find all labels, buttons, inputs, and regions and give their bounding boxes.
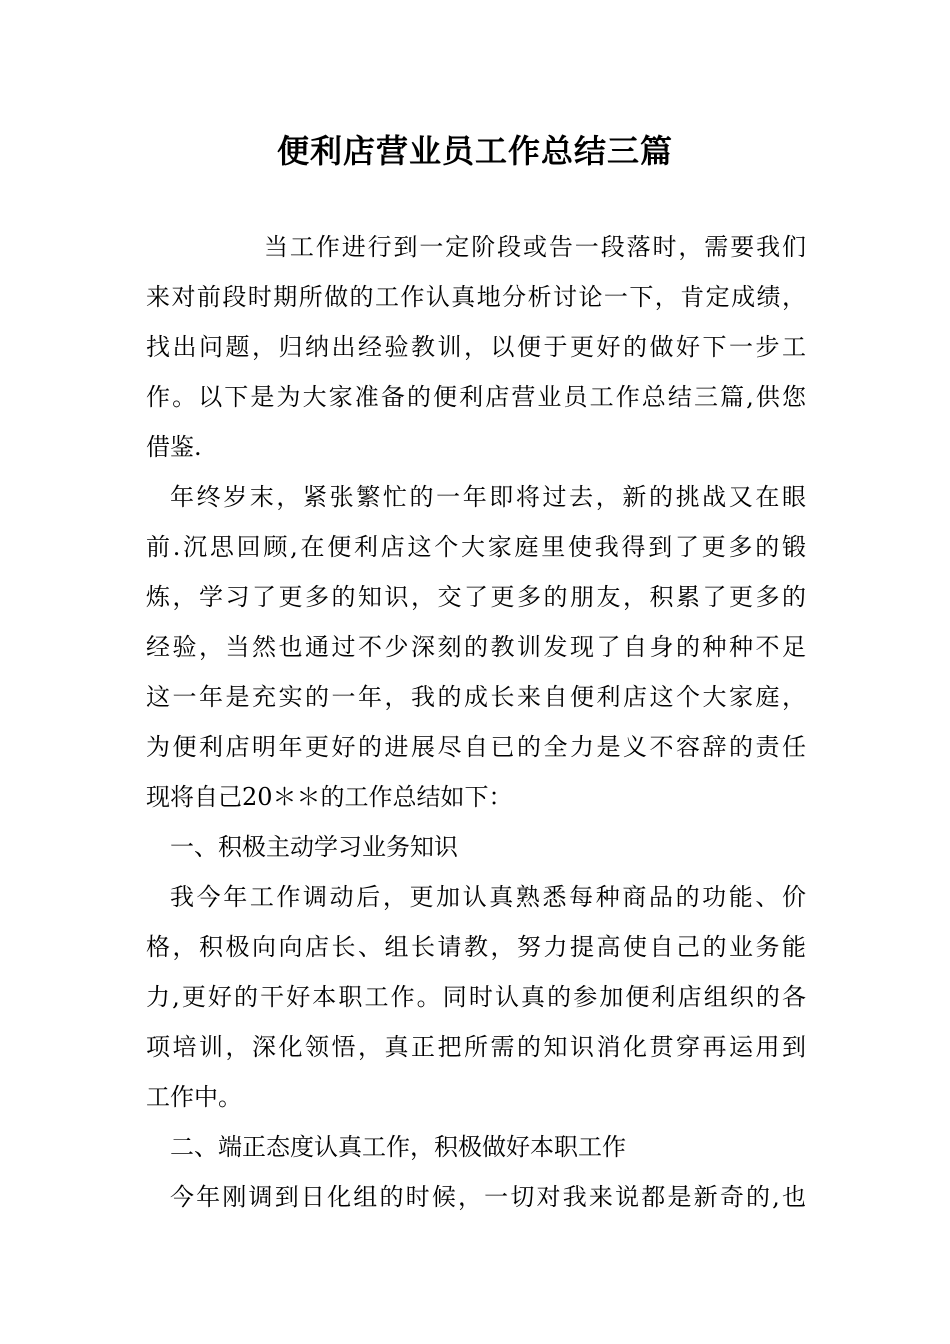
body-line: 借鉴. [146, 433, 202, 461]
body-line: 这一年是充实的一年，我的成长来自便利店这个大家庭， [146, 683, 806, 711]
document-title: 便利店营业员工作总结三篇 [276, 132, 673, 170]
body-line: 炼，学习了更多的知识，交了更多的朋友，积累了更多的 [146, 583, 806, 611]
body-line: 年终岁末，紧张繁忙的一年即将过去，新的挑战又在眼 [170, 483, 806, 511]
body-line: 项培训，深化领悟，真正把所需的知识消化贯穿再运用到 [146, 1033, 806, 1061]
body-line: 我今年工作调动后，更加认真熟悉每种商品的功能、价 [170, 883, 806, 911]
body-line: 今年刚调到日化组的时候，一切对我来说都是新奇的,也 [170, 1183, 806, 1211]
body-line: 前.沉思回顾,在便利店这个大家庭里使我得到了更多的锻 [146, 533, 806, 561]
body-line: 为便利店明年更好的进展尽自已的全力是义不容辞的责任 [146, 733, 806, 761]
body-line: 找出问题，归纳出经验教训，以便于更好的做好下一步工 [146, 333, 806, 361]
body-line: 现将自己20＊＊的工作总结如下： [146, 783, 513, 811]
body-line: 当工作进行到一定阶段或告一段落时，需要我们 [264, 233, 806, 261]
body-line: 经验，当然也通过不少深刻的教训发现了自身的种种不足 [146, 633, 806, 661]
section-heading: 二、端正态度认真工作，积极做好本职工作 [170, 1133, 626, 1161]
body-line: 作。以下是为大家准备的便利店营业员工作总结三篇,供您 [146, 383, 806, 411]
body-line: 工作中。 [146, 1083, 242, 1111]
body-line: 来对前段时期所做的工作认真地分析讨论一下，肯定成绩， [146, 283, 806, 311]
body-line: 格，积极向向店长、组长请教，努力提高使自己的业务能 [146, 933, 806, 961]
body-line: 力,更好的干好本职工作。同时认真的参加便利店组织的各 [146, 983, 806, 1011]
section-heading: 一、积极主动学习业务知识 [170, 833, 458, 861]
